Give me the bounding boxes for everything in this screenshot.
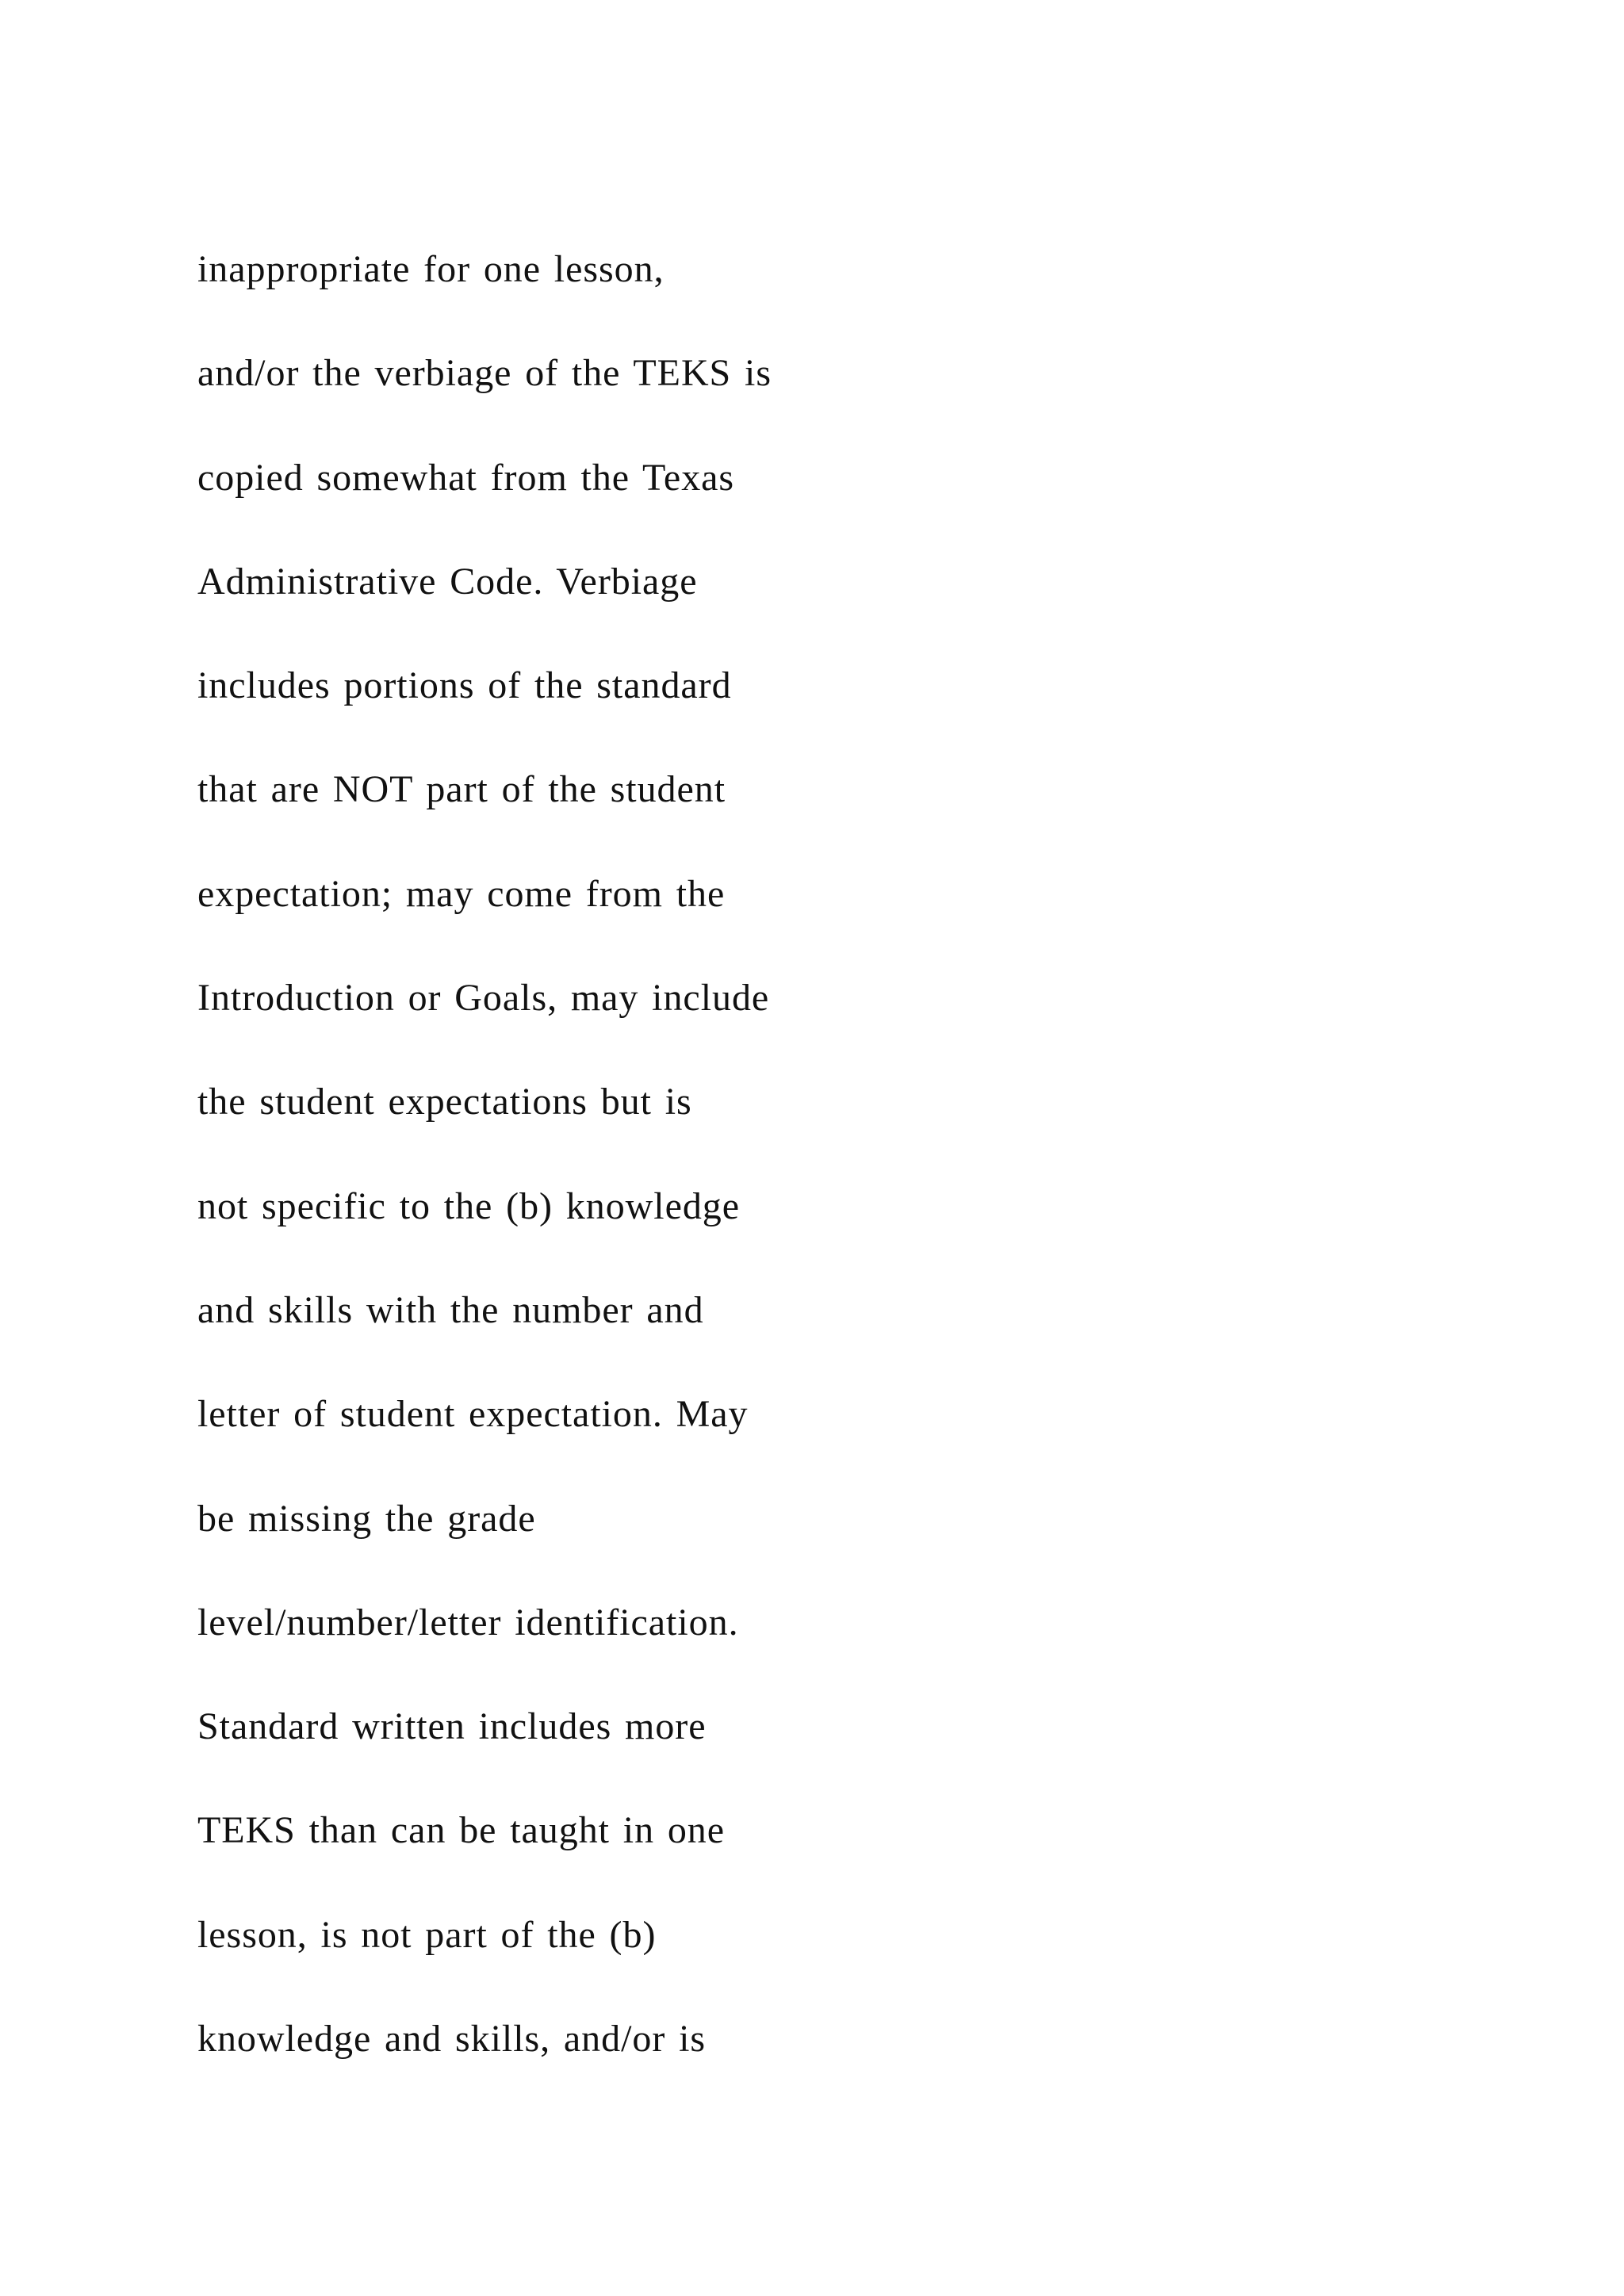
text-line: Standard written includes more [197,1705,707,1748]
text-line: not specific to the (b) knowledge [197,1184,741,1227]
text-line: Administrative Code. Verbiage [197,560,698,603]
text-line: inappropriate for one lesson, [197,248,665,290]
text-line: TEKS than can be taught in one [197,1809,726,1852]
text-line: level/number/letter identification. [197,1601,739,1644]
text-line: be missing the grade [197,1497,536,1540]
body-text [197,247,1387,2121]
text-line: letter of student expectation. May [197,1393,749,1436]
text-line: the student expectations but is [197,1081,692,1123]
text-line: includes portions of the standard [197,664,732,707]
text-line: Introduction or Goals, may include [197,977,770,1020]
text-line: and skills with the number and [197,1288,704,1331]
text-line: that are NOT part of the student [197,768,726,811]
text-line: expectation; may come from the [197,872,726,915]
text-line: copied somewhat from the Texas [197,456,735,499]
text-line: lesson, is not part of the (b) [197,1913,657,1956]
text-line: and/or the verbiage of the TEKS is [197,352,772,395]
text-line: knowledge and skills, and/or is [197,2018,707,2061]
